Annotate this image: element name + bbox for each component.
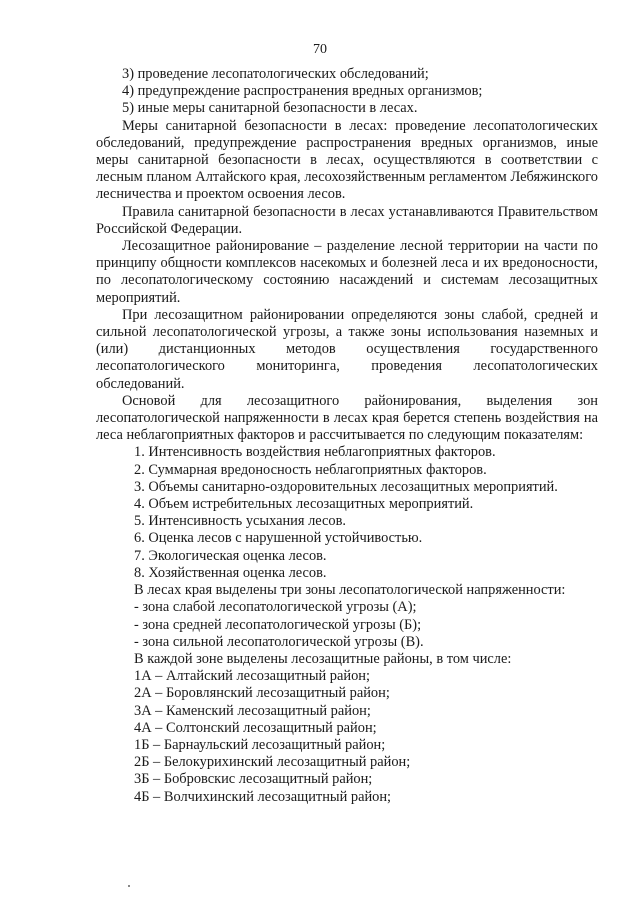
page-body	[96, 66, 598, 806]
paragraph: Основой для лесозащитного районирования, выделения зон лесопатологической напряженности в лесах края берется степень воздействия на леса неблагоприятных факторов и рассчитывается по следующим показателям:	[96, 392, 598, 444]
scan-speck	[128, 885, 130, 887]
indicator-item: 7. Экологическая оценка лесов.	[134, 547, 327, 564]
indicator-item: 8. Хозяйственная оценка лесов.	[134, 564, 327, 581]
district-item: 2А – Боровлянский лесозащитный район;	[134, 685, 390, 702]
district-item: 4А – Солтонский лесозащитный район;	[134, 719, 377, 736]
district-item: 2Б – Белокурихинский лесозащитный район;	[134, 754, 411, 771]
paragraph: При лесозащитном районировании определяются зоны слабой, средней и сильной лесопатологической угрозы, а также зоны использования наземных и (или) дистанционных методов осуществления государственного лесопатологического мониторинга, проведения лесопатологических обследований.	[96, 306, 598, 392]
zone-item: - зона слабой лесопатологической угрозы (А);	[134, 599, 417, 616]
district-item: 1Б – Барнаульский лесозащитный район;	[134, 736, 386, 753]
district-item: 4Б – Волчихинский лесозащитный район;	[134, 788, 392, 805]
zones-intro: В лесах края выделены три зоны лесопатологической напряженности:	[134, 582, 566, 599]
districts-intro: В каждой зоне выделены лесозащитные районы, в том числе:	[134, 650, 512, 667]
district-item: 3А – Каменский лесозащитный район;	[134, 702, 371, 719]
indicator-item: 5. Интенсивность усыхания лесов.	[134, 513, 347, 530]
indicator-item: 2. Суммарная вредоносность неблагоприятных факторов.	[134, 461, 487, 478]
paragraph: Лесозащитное районирование – разделение лесной территории на части по принципу общности комплексов насекомых и болезней леса и их вредоносности, по лесопатологическому состоянию насаждений и системам лесозащитных мероприятий.	[96, 238, 598, 306]
paragraph: Правила санитарной безопасности в лесах устанавливаются Правительством Российской Федерации.	[96, 203, 598, 237]
zone-item: - зона сильной лесопатологической угрозы (В).	[134, 633, 424, 650]
paragraph: Меры санитарной безопасности в лесах: проведение лесопатологических обследований, предупреждение распространения вредных организмов, иные меры санитарной безопасности в лесах, осуществляются в соответствии с лесным планом Алтайского края, лесохозяйственным регламентом Лебяжинского лесничества и проектом освоения лесов.	[96, 117, 598, 203]
zone-item: - зона средней лесопатологической угрозы (Б);	[134, 616, 422, 633]
list-item: 4) предупреждение распространения вредных организмов;	[122, 83, 483, 100]
indicator-item: 3. Объемы санитарно-оздоровительных лесозащитных мероприятий.	[134, 478, 558, 495]
page-number: 70	[313, 42, 327, 57]
indicator-item: 4. Объем истребительных лесозащитных мероприятий.	[134, 496, 474, 513]
indicator-item: 1. Интенсивность воздействия неблагоприятных факторов.	[134, 444, 496, 461]
district-item: 1А – Алтайский лесозащитный район;	[134, 668, 370, 685]
list-item: 5) иные меры санитарной безопасности в лесах.	[122, 100, 418, 117]
indicator-item: 6. Оценка лесов с нарушенной устойчивостью.	[134, 530, 423, 547]
list-item: 3) проведение лесопатологических обследований;	[122, 66, 429, 82]
district-item: 3Б – Бобровскис лесозащитный район;	[134, 771, 373, 788]
